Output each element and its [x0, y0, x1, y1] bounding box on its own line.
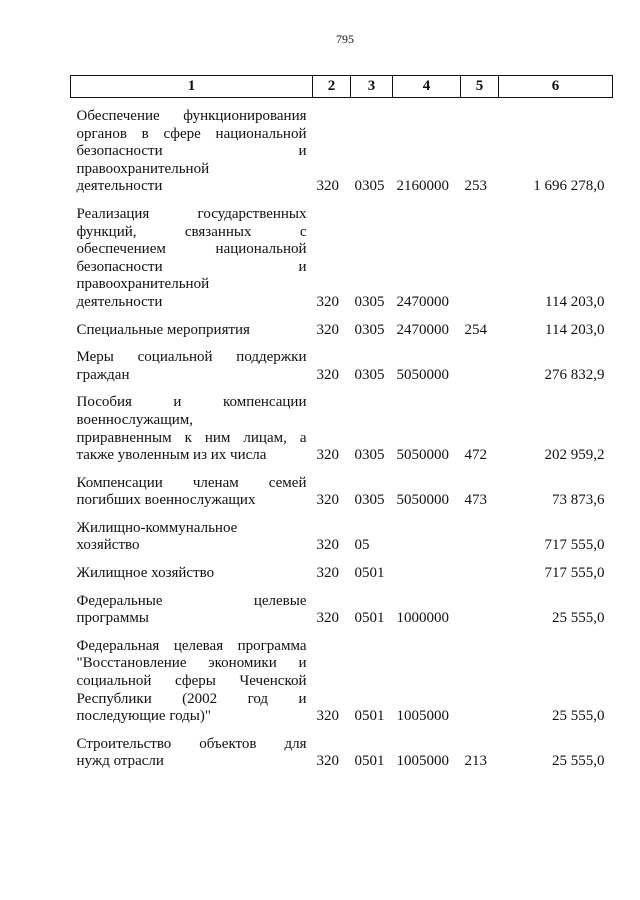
row-amount: 114 203,0	[545, 293, 605, 310]
row-target-code: 5050000	[396, 447, 449, 464]
row-description	[71, 736, 313, 771]
row-spacer-cell	[71, 465, 613, 475]
row-description	[71, 394, 313, 464]
description-line: приравненным к ним лицам, а	[76, 429, 307, 446]
description-line: погибших военнослужащих	[76, 492, 256, 509]
row-ministry-code: 320	[316, 293, 339, 310]
description-line: безопасности и	[76, 258, 307, 275]
row-expense-type-code	[461, 206, 499, 312]
description-line: Специальные мероприятия	[76, 321, 250, 338]
row-amount: 717 555,0	[544, 537, 605, 554]
description-line: правоохранительной	[76, 276, 210, 293]
row-amount: 114 203,0	[545, 321, 605, 338]
row-ministry-code: 320	[316, 537, 339, 554]
row-target-code: 5050000	[396, 492, 449, 509]
row-section-code: 0305	[354, 447, 385, 464]
column-header-2: 2	[313, 76, 351, 98]
row-spacer-cell	[71, 628, 613, 638]
table-row	[71, 736, 613, 771]
row-amount: 1 696 278,0	[533, 178, 605, 195]
row-spacer	[71, 98, 613, 109]
description-line: граждан	[76, 366, 130, 383]
table-row	[71, 638, 613, 726]
row-section-code: 0305	[354, 321, 385, 338]
row-target-code: 2470000	[396, 293, 449, 310]
row-target-code: 5050000	[396, 366, 449, 383]
description-line: Меры социальной поддержки	[76, 349, 307, 366]
row-expense-type-code	[461, 565, 499, 583]
row-ministry-code: 320	[316, 321, 339, 338]
row-ministry-code: 320	[316, 565, 339, 582]
row-spacer-cell	[71, 726, 613, 736]
row-amount: 73 873,6	[552, 492, 605, 509]
row-description	[71, 322, 313, 340]
row-description	[71, 206, 313, 312]
description-line: деятельности	[76, 293, 163, 310]
description-line: нужд отрасли	[76, 753, 164, 770]
description-line: Компенсации членам семей	[76, 474, 307, 491]
row-section-code: 0305	[354, 492, 385, 509]
column-header-1: 1	[71, 76, 313, 98]
table-row	[71, 206, 613, 312]
row-spacer-cell	[71, 583, 613, 593]
description-line: Пособия и компенсации	[76, 394, 307, 411]
row-spacer-cell	[71, 98, 613, 109]
row-ministry-code: 320	[316, 753, 339, 770]
row-description	[71, 108, 313, 196]
row-expense-type-code: 254	[464, 321, 487, 338]
row-spacer-cell	[71, 312, 613, 322]
row-expense-type-code: 213	[464, 753, 487, 770]
row-ministry-code: 320	[316, 708, 339, 725]
description-line: правоохранительной	[76, 160, 210, 177]
row-section-code: 0501	[354, 753, 385, 770]
row-section-code: 0305	[354, 293, 385, 310]
row-expense-type-code	[461, 593, 499, 628]
row-description	[71, 349, 313, 384]
table-row	[71, 394, 613, 464]
row-description	[71, 565, 313, 583]
description-line: Жилищно-коммунальное	[76, 519, 238, 536]
row-spacer	[71, 583, 613, 593]
row-target-code: 2160000	[396, 178, 449, 195]
description-line: органов в сфере национальной	[76, 125, 307, 142]
row-expense-type-code: 253	[464, 178, 487, 195]
table-row	[71, 475, 613, 510]
row-amount: 202 959,2	[544, 447, 605, 464]
row-spacer-cell	[71, 339, 613, 349]
table-row	[71, 520, 613, 555]
table-row	[71, 565, 613, 583]
row-target-code: 1000000	[396, 610, 449, 627]
row-ministry-code: 320	[316, 178, 339, 195]
row-ministry-code: 320	[316, 610, 339, 627]
row-target-code	[393, 520, 461, 555]
row-expense-type-code: 473	[464, 492, 487, 509]
row-spacer	[71, 510, 613, 520]
description-line: военнослужащим,	[76, 411, 194, 428]
column-header-6: 6	[499, 76, 613, 98]
description-line: "Восстановление экономики и	[76, 655, 307, 672]
row-section-code: 05	[354, 537, 370, 554]
table-row	[71, 593, 613, 628]
table-header-row	[71, 76, 613, 98]
description-line: деятельности	[76, 178, 163, 195]
description-line: последующие годы)"	[76, 708, 212, 725]
description-line: Обеспечение функционирования	[76, 108, 307, 124]
row-ministry-code: 320	[316, 366, 339, 383]
description-line: также уволенным из их числа	[76, 447, 267, 464]
column-header-5: 5	[461, 76, 499, 98]
budget-table	[70, 75, 613, 771]
row-description	[71, 638, 313, 726]
description-line: обеспечением национальной	[76, 241, 307, 258]
row-spacer-cell	[71, 196, 613, 206]
description-line: социальной сферы Чеченской	[76, 673, 307, 690]
description-line: Реализация государственных	[76, 205, 307, 222]
row-spacer	[71, 312, 613, 322]
row-target-code: 2470000	[396, 321, 449, 338]
page-number: 795	[336, 32, 354, 46]
row-section-code: 0501	[354, 565, 385, 582]
row-description	[71, 520, 313, 555]
row-spacer-cell	[71, 510, 613, 520]
row-spacer	[71, 339, 613, 349]
row-expense-type-code	[461, 638, 499, 726]
description-line: Жилищное хозяйство	[76, 565, 215, 582]
row-section-code: 0501	[354, 708, 385, 725]
description-line: Строительство объектов для	[76, 735, 307, 752]
description-line: Федеральная целевая программа	[76, 637, 307, 654]
description-line: программы	[76, 610, 149, 627]
row-amount: 25 555,0	[552, 753, 605, 770]
row-spacer	[71, 555, 613, 565]
row-spacer	[71, 384, 613, 394]
description-line: Федеральные целевые	[76, 592, 307, 609]
row-ministry-code: 320	[316, 492, 339, 509]
column-header-4: 4	[393, 76, 461, 98]
row-amount: 717 555,0	[544, 565, 605, 582]
column-header-3: 3	[351, 76, 393, 98]
description-line: хозяйство	[76, 537, 140, 554]
row-spacer-cell	[71, 555, 613, 565]
row-ministry-code: 320	[316, 447, 339, 464]
row-description	[71, 593, 313, 628]
table-row	[71, 349, 613, 384]
row-spacer	[71, 465, 613, 475]
table-body	[71, 98, 613, 772]
row-section-code: 0501	[354, 610, 385, 627]
row-expense-type-code	[461, 349, 499, 384]
row-spacer	[71, 726, 613, 736]
row-target-code	[393, 565, 461, 583]
description-line: функций, связанных с	[76, 223, 307, 240]
row-amount: 276 832,9	[544, 366, 605, 383]
row-target-code: 1005000	[396, 753, 449, 770]
table-row	[71, 322, 613, 340]
row-expense-type-code: 472	[464, 447, 487, 464]
row-spacer-cell	[71, 384, 613, 394]
row-spacer	[71, 196, 613, 206]
row-target-code: 1005000	[396, 708, 449, 725]
row-expense-type-code	[461, 520, 499, 555]
description-line: Республики (2002 год и	[76, 690, 307, 707]
table-row	[71, 108, 613, 196]
description-line: безопасности и	[76, 143, 307, 160]
row-section-code: 0305	[354, 366, 385, 383]
row-section-code: 0305	[354, 178, 385, 195]
row-amount: 25 555,0	[552, 708, 605, 725]
row-description	[71, 475, 313, 510]
row-spacer	[71, 628, 613, 638]
row-amount: 25 555,0	[552, 610, 605, 627]
